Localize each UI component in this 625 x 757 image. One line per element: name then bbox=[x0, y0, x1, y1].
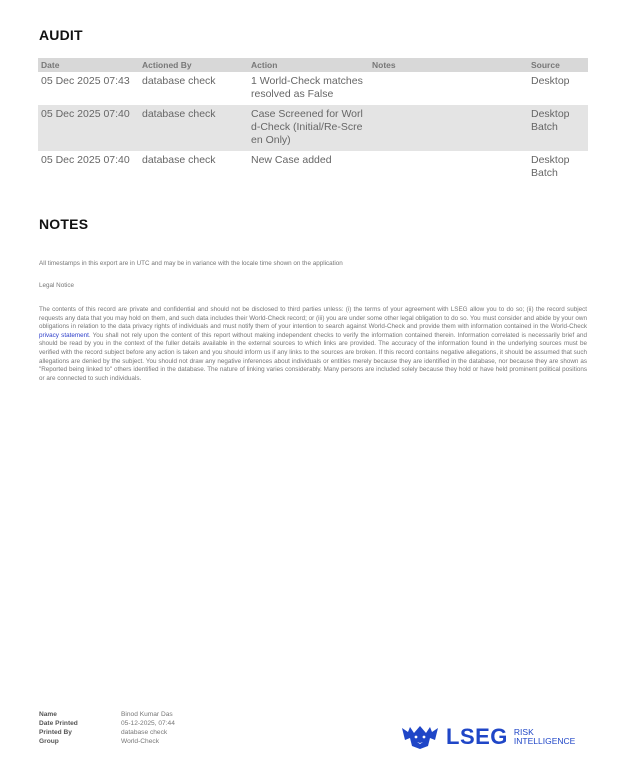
cell-actioned-by: database check bbox=[142, 154, 216, 166]
lion-crest-icon bbox=[400, 724, 440, 750]
legal-notice-text bbox=[39, 306, 587, 383]
cell-actioned-by: database check bbox=[142, 75, 216, 87]
print-info-value: 05-12-2025, 07:44 bbox=[121, 720, 175, 727]
print-info-label: Group bbox=[39, 738, 59, 745]
table-row bbox=[38, 72, 588, 105]
column-header-source: Source bbox=[528, 58, 588, 72]
logo-subtitle-line-2: INTELLIGENCE bbox=[513, 736, 576, 746]
column-header-date: Date bbox=[38, 58, 139, 72]
column-header-notes: Notes bbox=[369, 58, 528, 72]
print-info-row bbox=[39, 710, 175, 719]
print-info-label: Date Printed bbox=[39, 720, 78, 727]
cell-source: Desktop Batch bbox=[531, 154, 570, 179]
timestamps-note: All timestamps in this export are in UTC and may be in variance with the locale time shown on the application bbox=[39, 260, 343, 267]
cell-notes bbox=[369, 72, 528, 105]
cell-actioned-by: database check bbox=[139, 105, 248, 151]
print-info-label: Printed By bbox=[39, 729, 72, 736]
cell-action: Case Screened for World-Check (Initial/Re-Screen Only) bbox=[248, 105, 369, 151]
audit-table bbox=[38, 58, 588, 184]
notes-title: NOTES bbox=[39, 216, 89, 232]
cell-date: 05 Dec 2025 07:40 bbox=[38, 105, 139, 151]
legal-notice-label: Legal Notice bbox=[39, 282, 75, 289]
column-header-action: Action bbox=[248, 58, 369, 72]
logo-subtitle-line-1: RISK bbox=[513, 727, 534, 737]
cell-action: 1 World-Check matches resolved as False bbox=[251, 75, 363, 100]
privacy-statement-link[interactable]: privacy statement bbox=[39, 331, 89, 339]
column-header-actioned-by: Actioned By bbox=[139, 58, 248, 72]
cell-source: Desktop bbox=[531, 75, 570, 87]
audit-title: AUDIT bbox=[39, 27, 83, 43]
cell-date: 05 Dec 2025 07:43 bbox=[41, 75, 130, 87]
legal-text-part-2: . You shall not rely upon the content of this report without making independent checks to verify the information contained therein. Information correlated is necessarily brief and should be read by you in the context of the fuller details available in the external sources to which links are provided. The accuracy of the information found in the underlying sources must be verified with the record subject before any action is taken and you should inform us if any links to the sources are broken. If this record contains negative allegations, it should be assumed that such allegations are denied by the subject. You should not draw any negative inferences about individuals or entities merely because they are identified in the database, nor because they are shown as "Reported being linked to" others identified in the database. The nature of linking varies considerably. Many persons are included solely because they hold or have held prominent political positions or are connected to such individuals. bbox=[39, 331, 587, 382]
print-info bbox=[39, 710, 175, 746]
audit-header-row bbox=[38, 58, 588, 72]
cell-action: New Case added bbox=[251, 154, 332, 166]
legal-text-part-1: The contents of this record are private and confidential and should not be disclosed to third parties unless: (i) the terms of your agreement with LSEG allow you to do so; (ii) the record subject requests any data that you may hold on them, and such data includes their World-Check record; or (iii) you are under some other legal obligation to do so. You must consider and abide by your own obligations in relation to the data privacy rights of individuals and must notify them of your intention to search against World-Check and provide them with information contained in the World-Check bbox=[39, 306, 587, 331]
logo-wordmark: LSEG bbox=[446, 724, 508, 749]
print-info-row bbox=[39, 737, 175, 746]
cell-source: Desktop Batch bbox=[528, 105, 588, 151]
print-info-row bbox=[39, 728, 175, 737]
cell-notes bbox=[369, 151, 528, 184]
print-info-value: database check bbox=[121, 729, 168, 736]
table-row bbox=[38, 105, 588, 151]
print-info-value: World-Check bbox=[121, 738, 159, 745]
lseg-logo bbox=[400, 724, 575, 750]
logo-subtitle bbox=[514, 728, 575, 746]
print-info-row bbox=[39, 719, 175, 728]
table-row bbox=[38, 151, 588, 184]
print-info-label: Name bbox=[39, 711, 57, 718]
cell-date: 05 Dec 2025 07:40 bbox=[41, 154, 130, 166]
print-info-value: Binod Kumar Das bbox=[121, 711, 173, 718]
cell-notes bbox=[369, 105, 528, 151]
